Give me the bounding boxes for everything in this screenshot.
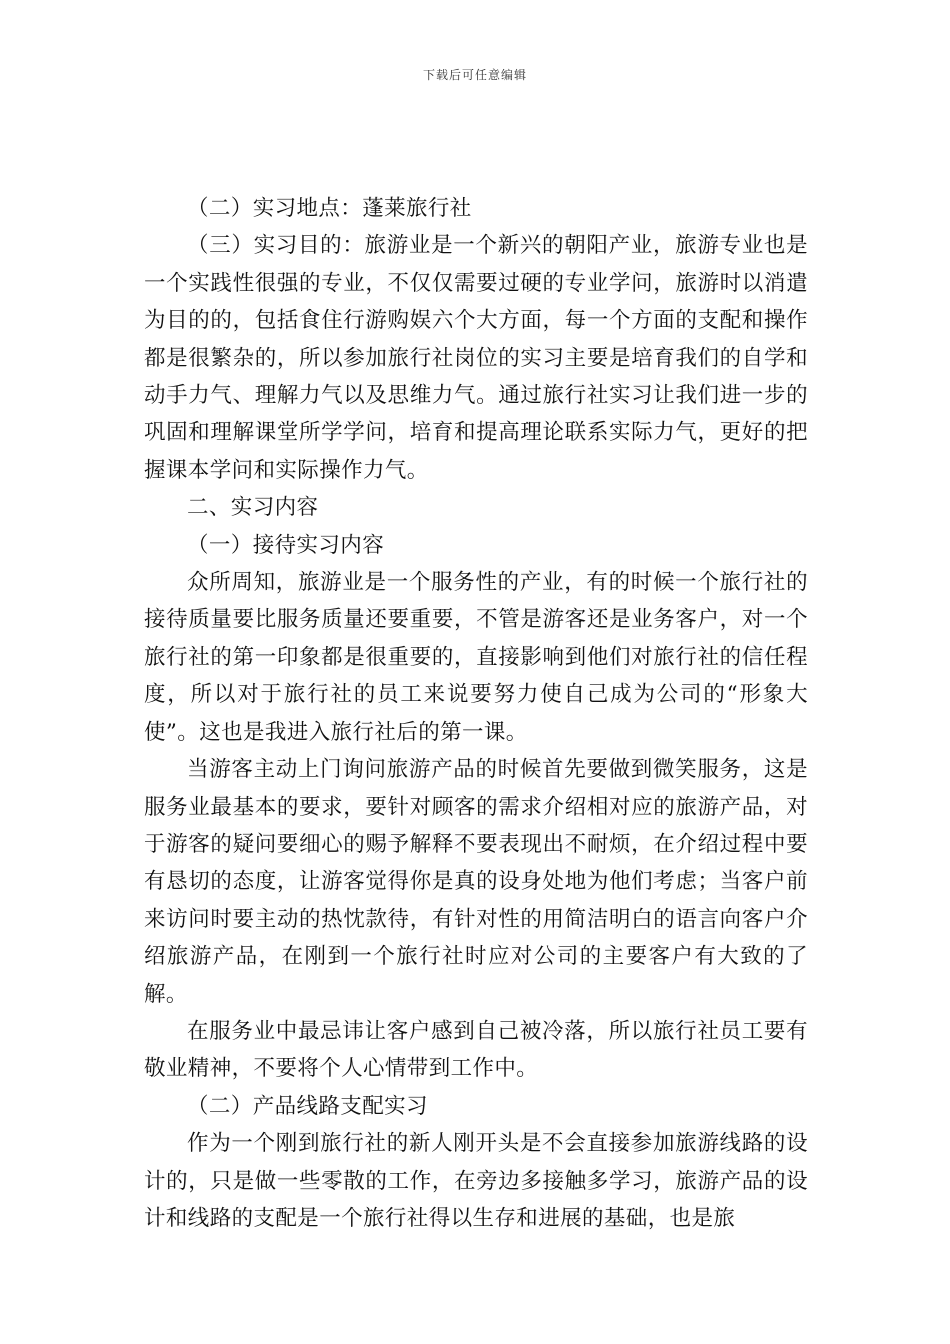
- paragraph-reception-service: 当游客主动上门询问旅游产品的时候首先要做到微笑服务，这是服务业最基本的要求，要针对顾客的需求介绍相对应的旅游产品，对于游客的疑问要细心的赐予解释不要表现出不耐烦，在介绍过程中要有恳切的态度，让游客觉得你是真的设身处地为他们考虑；当客户前来访问时要主动的热忱款待，有针对性的用简洁明白的语言向客户介绍旅游产品，在刚到一个旅行社时应对公司的主要客户有大致的了解。: [144, 757, 808, 1007]
- page-header: 下载后可任意编辑: [422, 68, 527, 82]
- paragraph-route-planning: 作为一个刚到旅行社的新人刚开头是不会直接参加旅游线路的设计的，只是做一些零散的工作，在旁边多接触多学习，旅游产品的设计和线路的支配是一个旅行社得以生存和进展的基础，也是旅: [144, 1131, 808, 1231]
- paragraph-reception-attitude: 在服务业中最忌讳让客户感到自己被冷落，所以旅行社员工要有敬业精神，不要将个人心情带到工作中。: [144, 1018, 808, 1082]
- document-body: [144, 190, 808, 1237]
- paragraph-reception-intro: 众所周知，旅游业是一个服务性的产业，有的时候一个旅行社的接待质量要比服务质量还要重要，不管是游客还是业务客户，对一个旅行社的第一印象都是很重要的，直接影响到他们对旅行社的信任程度，所以对于旅行社的员工来说要努力使自己成为公司的“形象大使”。这也是我进入旅行社后的第一课。: [144, 570, 808, 745]
- paragraph-internship-location: （二）实习地点：蓬莱旅行社: [187, 196, 472, 221]
- subheading-route-planning: （二）产品线路支配实习: [187, 1093, 428, 1119]
- subheading-reception: （一）接待实习内容: [187, 532, 385, 558]
- paragraph-internship-purpose: （三）实习目的：旅游业是一个新兴的朝阳产业，旅游专业也是一个实践性很强的专业，不仅仅需要过硬的专业学问，旅游时以消遣为目的的，包括食住行游购娱六个大方面，每一个方面的支配和操作都是很繁杂的，所以参加旅行社岗位的实习主要是培育我们的自学和动手力气、理解力气以及思维力气。通过旅行社实习让我们进一步的巩固和理解课堂所学学问，培育和提高理论联系实际力气，更好的把握课本学问和实际操作力气。: [144, 233, 808, 483]
- heading-internship-content: 二、实习内容: [187, 495, 319, 521]
